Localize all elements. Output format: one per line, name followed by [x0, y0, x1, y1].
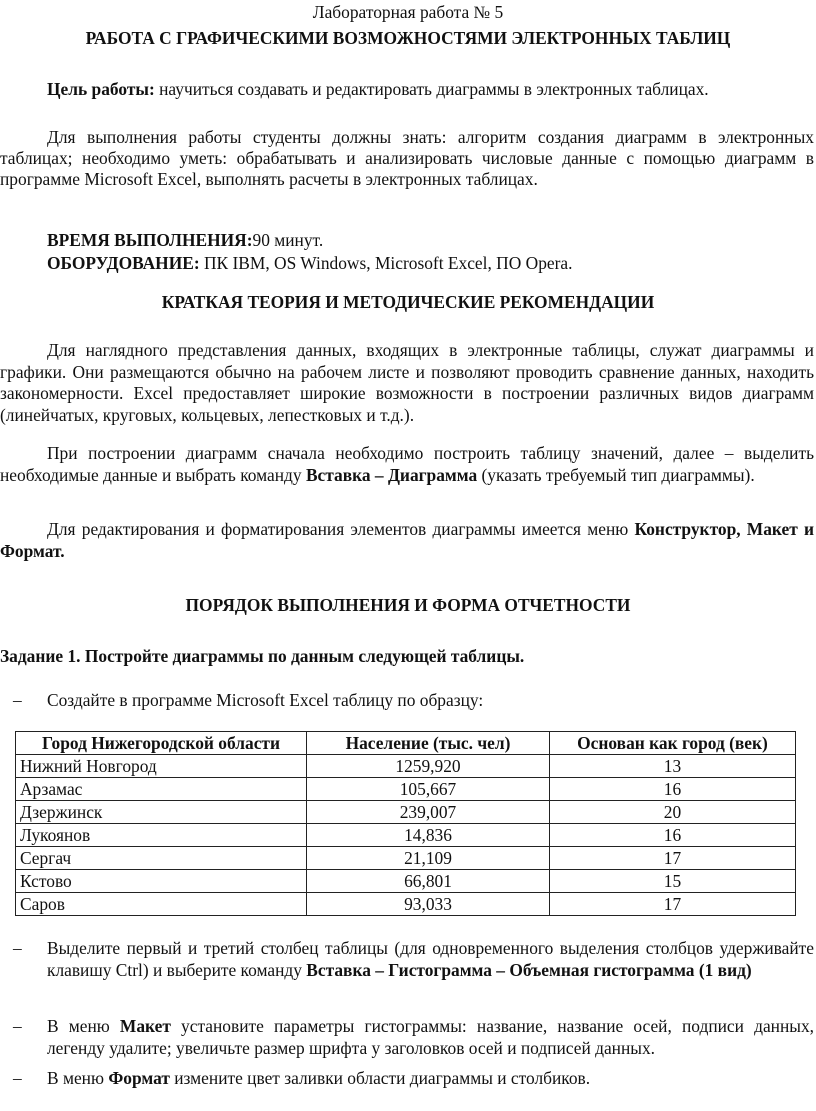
cell-century: 13 [550, 755, 796, 778]
cities-table [15, 731, 796, 916]
menu-layout: Макет [119, 1016, 171, 1036]
step-1-text-a: Выделите первый и третий столбец таблицы (для одновременного выделения столбцов удерживайте клавишу Ctrl) и выберите команду [47, 938, 814, 980]
goal-label: Цель работы: [47, 79, 155, 99]
theory-p3-text-a: Для редактирования и форматирования элементов диаграммы имеется меню [47, 519, 635, 539]
goal-text: научиться создавать и редактировать диаграммы в электронных таблицах. [154, 79, 709, 99]
command-insert-chart: Вставка – Диаграмма [305, 464, 478, 485]
theory-p2-text-a: При построении диаграмм сначала необходимо построить таблицу значений, далее – выделить необходимые данные и выбрать команду [0, 443, 814, 485]
table-row [16, 801, 796, 824]
intro-paragraph [0, 127, 814, 191]
step-3-text-c: измените цвет заливки области диаграммы и столбиков. [169, 1068, 591, 1088]
step-create-table [0, 690, 814, 711]
theory-p2-text-c: (указать требуемый тип диаграммы). [477, 464, 755, 485]
cell-population: 105,667 [307, 778, 550, 801]
column-header-population: Население (тыс. чел) [307, 732, 550, 755]
time-value: 90 минут. [252, 230, 324, 250]
intro-text: Для выполнения работы студенты должны знать: алгоритм создания диаграмм в электронных таблицах; необходимо уметь: обрабатывать и анализировать числовые данные с помощью диаграмм в программе Microsoft Excel, выполнять расчеты в электронных таблицах. [0, 127, 814, 190]
equipment-line [47, 253, 572, 274]
step-format-menu [0, 1068, 814, 1089]
time-line [47, 230, 323, 251]
cell-century: 20 [550, 801, 796, 824]
cell-city: Нижний Новгород [16, 755, 307, 778]
theory-paragraph-1 [0, 340, 814, 426]
step-layout-menu [0, 1016, 814, 1059]
document-title: РАБОТА С ГРАФИЧЕСКИМИ ВОЗМОЖНОСТЯМИ ЭЛЕКТРОННЫХ ТАБЛИЦ [85, 28, 731, 48]
step-select-columns [0, 938, 814, 981]
table-header-row [16, 732, 796, 755]
step-2-text-a: В меню [47, 1016, 120, 1036]
dash-bullet: – [13, 690, 22, 710]
procedure-heading: ПОРЯДОК ВЫПОЛНЕНИЯ И ФОРМА ОТЧЕТНОСТИ [185, 595, 631, 615]
table-row [16, 893, 796, 916]
step-0-text: Создайте в программе Microsoft Excel таблицу по образцу: [47, 690, 484, 710]
menu-names: Конструктор, Макет и Формат. [0, 519, 814, 561]
theory-heading: КРАТКАЯ ТЕОРИЯ И МЕТОДИЧЕСКИЕ РЕКОМЕНДАЦИИ [161, 292, 655, 312]
table-row [16, 870, 796, 893]
cell-city: Арзамас [16, 778, 307, 801]
cell-city: Сергач [16, 847, 307, 870]
dash-bullet: – [13, 1068, 22, 1088]
menu-format: Формат [108, 1068, 170, 1088]
cell-population: 93,033 [307, 893, 550, 916]
theory-paragraph-3 [0, 519, 814, 562]
table-row [16, 755, 796, 778]
cell-population: 239,007 [307, 801, 550, 824]
column-header-century: Основан как город (век) [550, 732, 796, 755]
cell-population: 14,836 [307, 824, 550, 847]
cell-city: Дзержинск [16, 801, 307, 824]
table-row [16, 824, 796, 847]
cell-city: Кстово [16, 870, 307, 893]
theory-paragraph-2 [0, 443, 814, 486]
cell-century: 16 [550, 778, 796, 801]
table-row [16, 847, 796, 870]
table-row [16, 778, 796, 801]
cell-population: 21,109 [307, 847, 550, 870]
goal-paragraph [47, 79, 814, 100]
equipment-value: ПК IBM, OS Windows, Microsoft Excel, ПО Opera. [199, 253, 573, 273]
equipment-label: ОБОРУДОВАНИЕ: [47, 253, 200, 273]
cell-city: Саров [16, 893, 307, 916]
cell-century: 17 [550, 847, 796, 870]
dash-bullet: – [13, 1016, 22, 1036]
cell-century: 15 [550, 870, 796, 893]
step-2-text-c: установите параметры гистограммы: название, название осей, подписи данных, легенду удалите; увеличьте размер шрифта у заголовков осей и подписей данных. [47, 1016, 815, 1058]
column-header-city: Город Нижегородской области [16, 732, 307, 755]
task-1-heading: Задание 1. Постройте диаграммы по данным следующей таблицы. [0, 646, 525, 666]
cell-population: 1259,920 [307, 755, 550, 778]
cell-century: 16 [550, 824, 796, 847]
dash-bullet: – [13, 938, 22, 958]
cell-population: 66,801 [307, 870, 550, 893]
theory-p1-text: Для наглядного представления данных, входящих в электронные таблицы, служат диаграммы и графики. Они размещаются обычно на рабочем листе и позволяют проводить сравнение данных, находить закономерности. Excel предоставляет широкие возможности в построении различных видов диаграмм (линейчатых, круговых, кольцевых, лепестковых и т.д.). [0, 340, 814, 425]
time-label: ВРЕМЯ ВЫПОЛНЕНИЯ: [47, 230, 253, 250]
step-3-text-a: В меню [47, 1068, 109, 1088]
cell-century: 17 [550, 893, 796, 916]
lab-number: Лабораторная работа № 5 [312, 2, 504, 22]
command-insert-histogram: Вставка – Гистограмма – Объемная гистограмма (1 вид) [306, 959, 752, 980]
cell-city: Лукоянов [16, 824, 307, 847]
